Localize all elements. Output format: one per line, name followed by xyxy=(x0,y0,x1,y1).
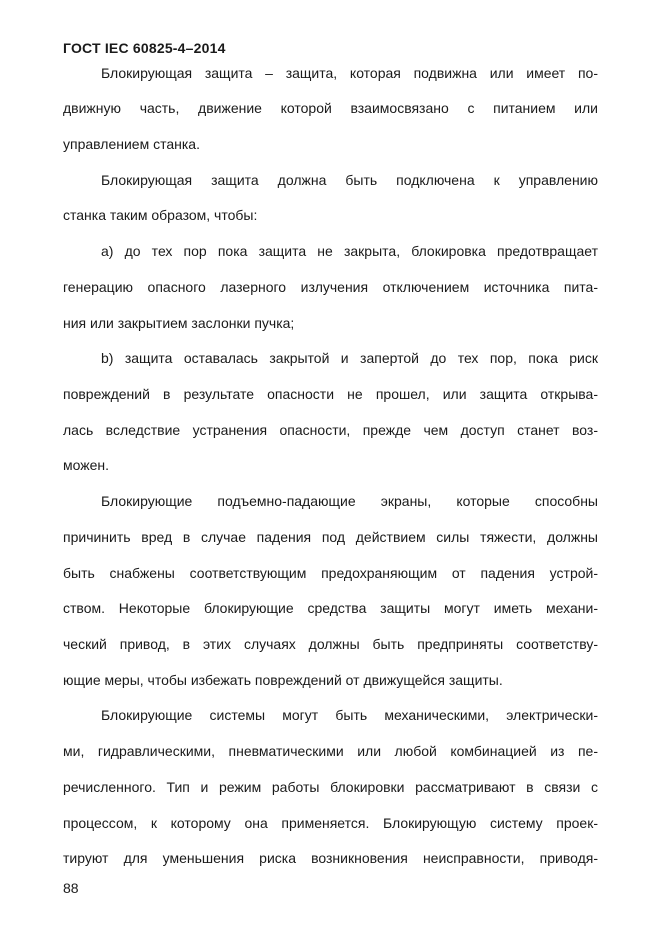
text-line: Блокирующая защита должна быть подключена к управлению xyxy=(101,172,598,188)
text-line: тируют для уменьшения риска возникновения неисправности, приводя- xyxy=(63,850,598,866)
text-line: управлением станка. xyxy=(63,136,200,152)
text-line: b) защита оставалась закрытой и запертой до тех пор, пока риск xyxy=(101,350,598,366)
text-line: можен. xyxy=(63,457,110,473)
text-line: Блокирующие подъемно-падающие экраны, которые способны xyxy=(101,493,598,509)
text-line: а) до тех пор пока защита не закрыта, блокировка предотвращает xyxy=(101,243,598,259)
text-line: речисленного. Тип и режим работы блокировки рассматривают в связи с xyxy=(63,779,598,795)
text-line: ством. Некоторые блокирующие средства защиты могут иметь механи- xyxy=(63,600,598,616)
document-header: ГОСТ IEC 60825-4–2014 xyxy=(63,40,226,56)
text-line: ния или закрытием заслонки пучка; xyxy=(63,315,295,331)
text-line: ми, гидравлическими, пневматическими или любой комбинацией из пе- xyxy=(63,743,598,759)
text-line: генерацию опасного лазерного излучения отключением источника пита- xyxy=(63,279,598,295)
text-line: Блокирующая защита – защита, которая подвижна или имеет по- xyxy=(101,65,598,81)
text-line: Блокирующие системы могут быть механическими, электрически- xyxy=(101,707,598,723)
text-line: ющие меры, чтобы избежать повреждений от движущейся защиты. xyxy=(63,672,503,688)
page-number: 88 xyxy=(63,880,79,896)
text-line: лась вследствие устранения опасности, прежде чем доступ станет воз- xyxy=(63,422,598,438)
text-line: движную часть, движение которой взаимосвязано с питанием или xyxy=(63,100,598,116)
text-line: повреждений в результате опасности не прошел, или защита открыва- xyxy=(63,386,598,402)
text-line: ческий привод, в этих случаях должны быть предприняты соответству- xyxy=(63,636,598,652)
text-line: быть снабжены соответствующим предохраняющим от падения устрой- xyxy=(63,565,598,581)
text-line: причинить вред в случае падения под действием силы тяжести, должны xyxy=(63,529,598,545)
text-line: процессом, к которому она применяется. Блокирующую систему проек- xyxy=(63,815,598,831)
text-line: станка таким образом, чтобы: xyxy=(63,207,258,223)
